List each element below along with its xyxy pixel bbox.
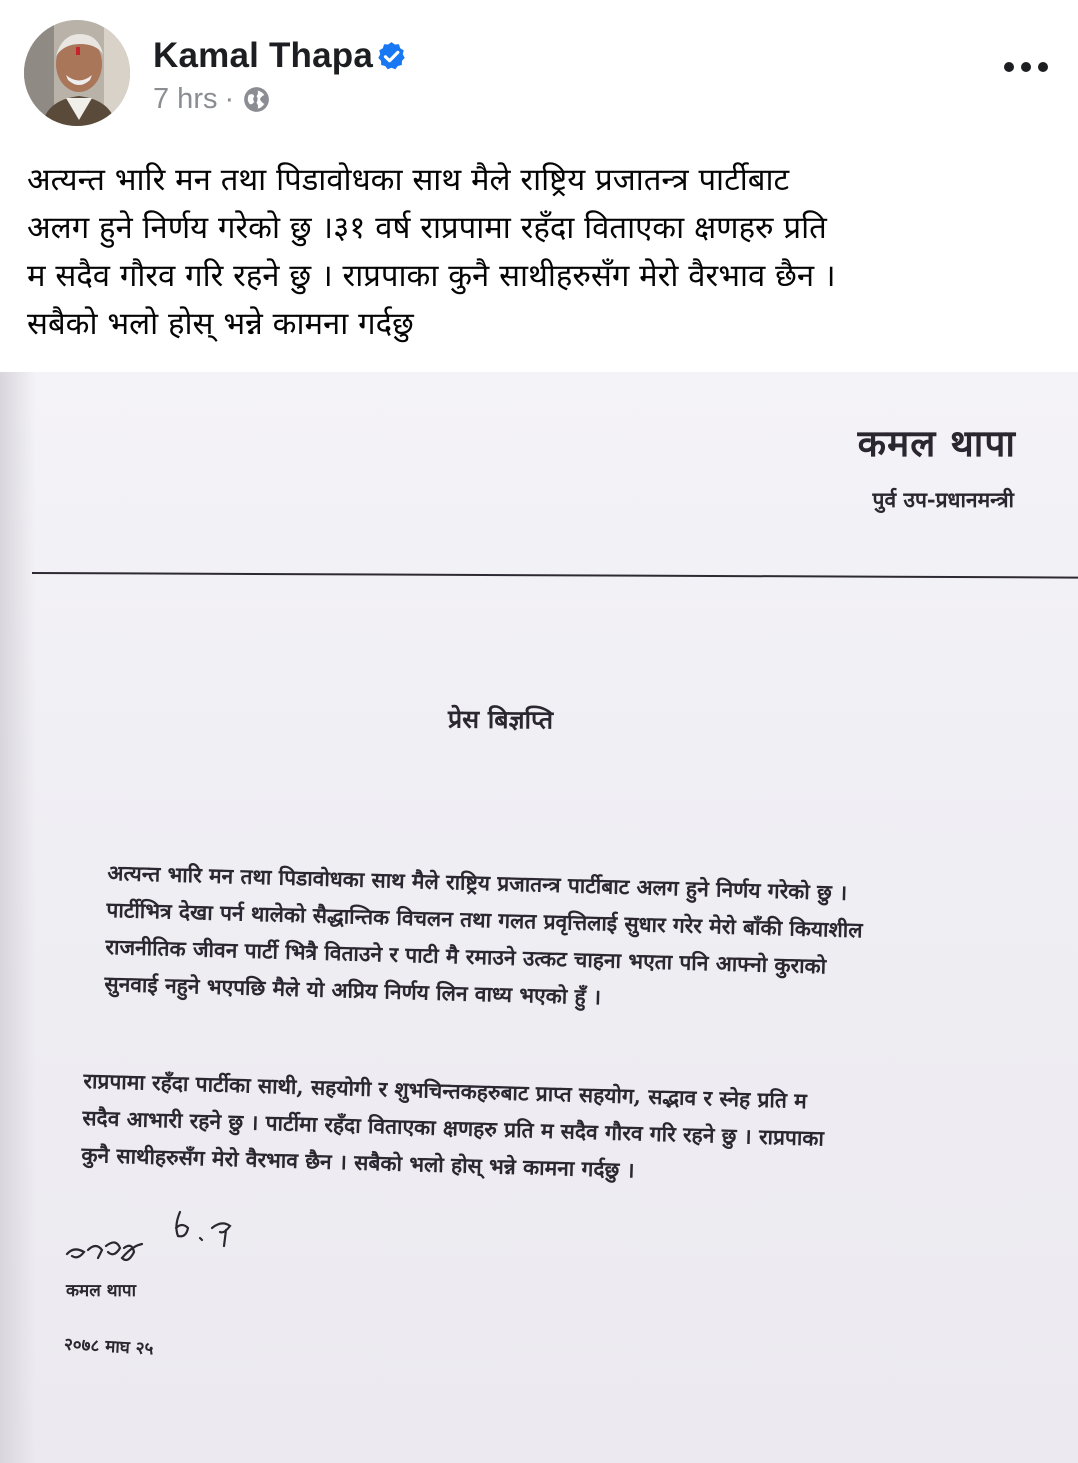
letterhead-title: पुर्व उप-प्रधानमन्त्री	[872, 487, 1014, 512]
verified-badge-icon	[375, 40, 408, 73]
post-photo[interactable]	[0, 372, 1078, 1463]
more-options-button[interactable]	[998, 50, 1054, 84]
letter-line: राजनीतिक जीवन पार्टी भित्रै विताउने र पाटी मै रमाउने उत्कट चाहना भएता पनि आफ्नो कुराको	[105, 933, 827, 979]
post-text-line: अलग हुने निर्णय गरेको छु ।३१ वर्ष राप्रपामा रहँदा विताएका क्षणहरु प्रति	[27, 210, 827, 246]
letter-line: सदैव आभारी रहने छु । पार्टीमा रहँदा विताएका क्षणहरु प्रति म सदैव गौरव गरि रहने छु । राप्रपाका	[82, 1104, 825, 1151]
more-options-icon	[1004, 62, 1014, 72]
post-text-line: सबैको भलो होस् भन्ने कामना गर्दछु	[27, 306, 414, 342]
letter-line: सुनवाई नहुने भएपछि मैले यो अप्रिय निर्णय लिन वाध्य भएको हुँ ।	[104, 970, 602, 1010]
meta-separator: ·	[224, 83, 235, 115]
letter-line: अत्यन्त भारि मन तथा पिडावोधका साथ मैले राष्ट्रिय प्रजातन्त्र पार्टीबाट अलग हुने निर्णय गरेको छु ।	[107, 859, 848, 906]
post-header	[0, 0, 1078, 130]
avatar-portrait-icon	[24, 20, 130, 126]
handwritten-signature	[62, 1202, 262, 1272]
post-text-line: म सदैव गौरव गरि रहने छु । राप्रपाका कुनै साथीहरुसँग मेरो वैरभाव छैन ।	[27, 258, 836, 294]
letter-line: कुनै साथीहरुसँग मेरो वैरभाव छैन । सबैको भलो होस् भन्ने कामना गर्दछु ।	[81, 1141, 635, 1183]
more-options-icon	[1021, 62, 1031, 72]
letterhead-divider	[32, 572, 1078, 579]
post-text-line: अत्यन्त भारि मन तथा पिडावोधका साथ मैले राष्ट्रिय प्रजातन्त्र पार्टीबाट	[27, 162, 790, 198]
letter-line: पार्टीभित्र देखा पर्न थालेको सैद्धान्तिक विचलन तथा गलत प्रवृत्तिलाई सुधार गरेर मेरो बाँकी कियाशील	[106, 896, 863, 943]
letter-paragraph-2	[81, 1062, 984, 1198]
author-name[interactable]: Kamal Thapa	[153, 36, 374, 75]
globe-icon[interactable]	[243, 86, 270, 113]
press-release-letter	[0, 372, 1078, 1463]
letter-line: राप्रपामा रहँदा पार्टीका साथी, सहयोगी र शुभचिन्तकहरुबाट प्राप्त सहयोग, सद्भाव र स्नेह प्रति म	[83, 1067, 808, 1114]
post-text	[27, 156, 1057, 348]
signature-name: कमल थापा	[66, 1281, 136, 1301]
letter-paragraph-1	[104, 854, 1008, 1026]
letter-date: २०७८ माघ २५	[63, 1334, 154, 1360]
more-options-icon	[1038, 62, 1048, 72]
letter-heading: प्रेस बिज्ञप्ति	[447, 704, 554, 735]
post-meta	[153, 83, 270, 116]
letterhead-name: कमल थापा	[857, 421, 1016, 465]
avatar[interactable]	[24, 20, 130, 126]
post-timestamp[interactable]: 7 hrs	[153, 83, 218, 115]
